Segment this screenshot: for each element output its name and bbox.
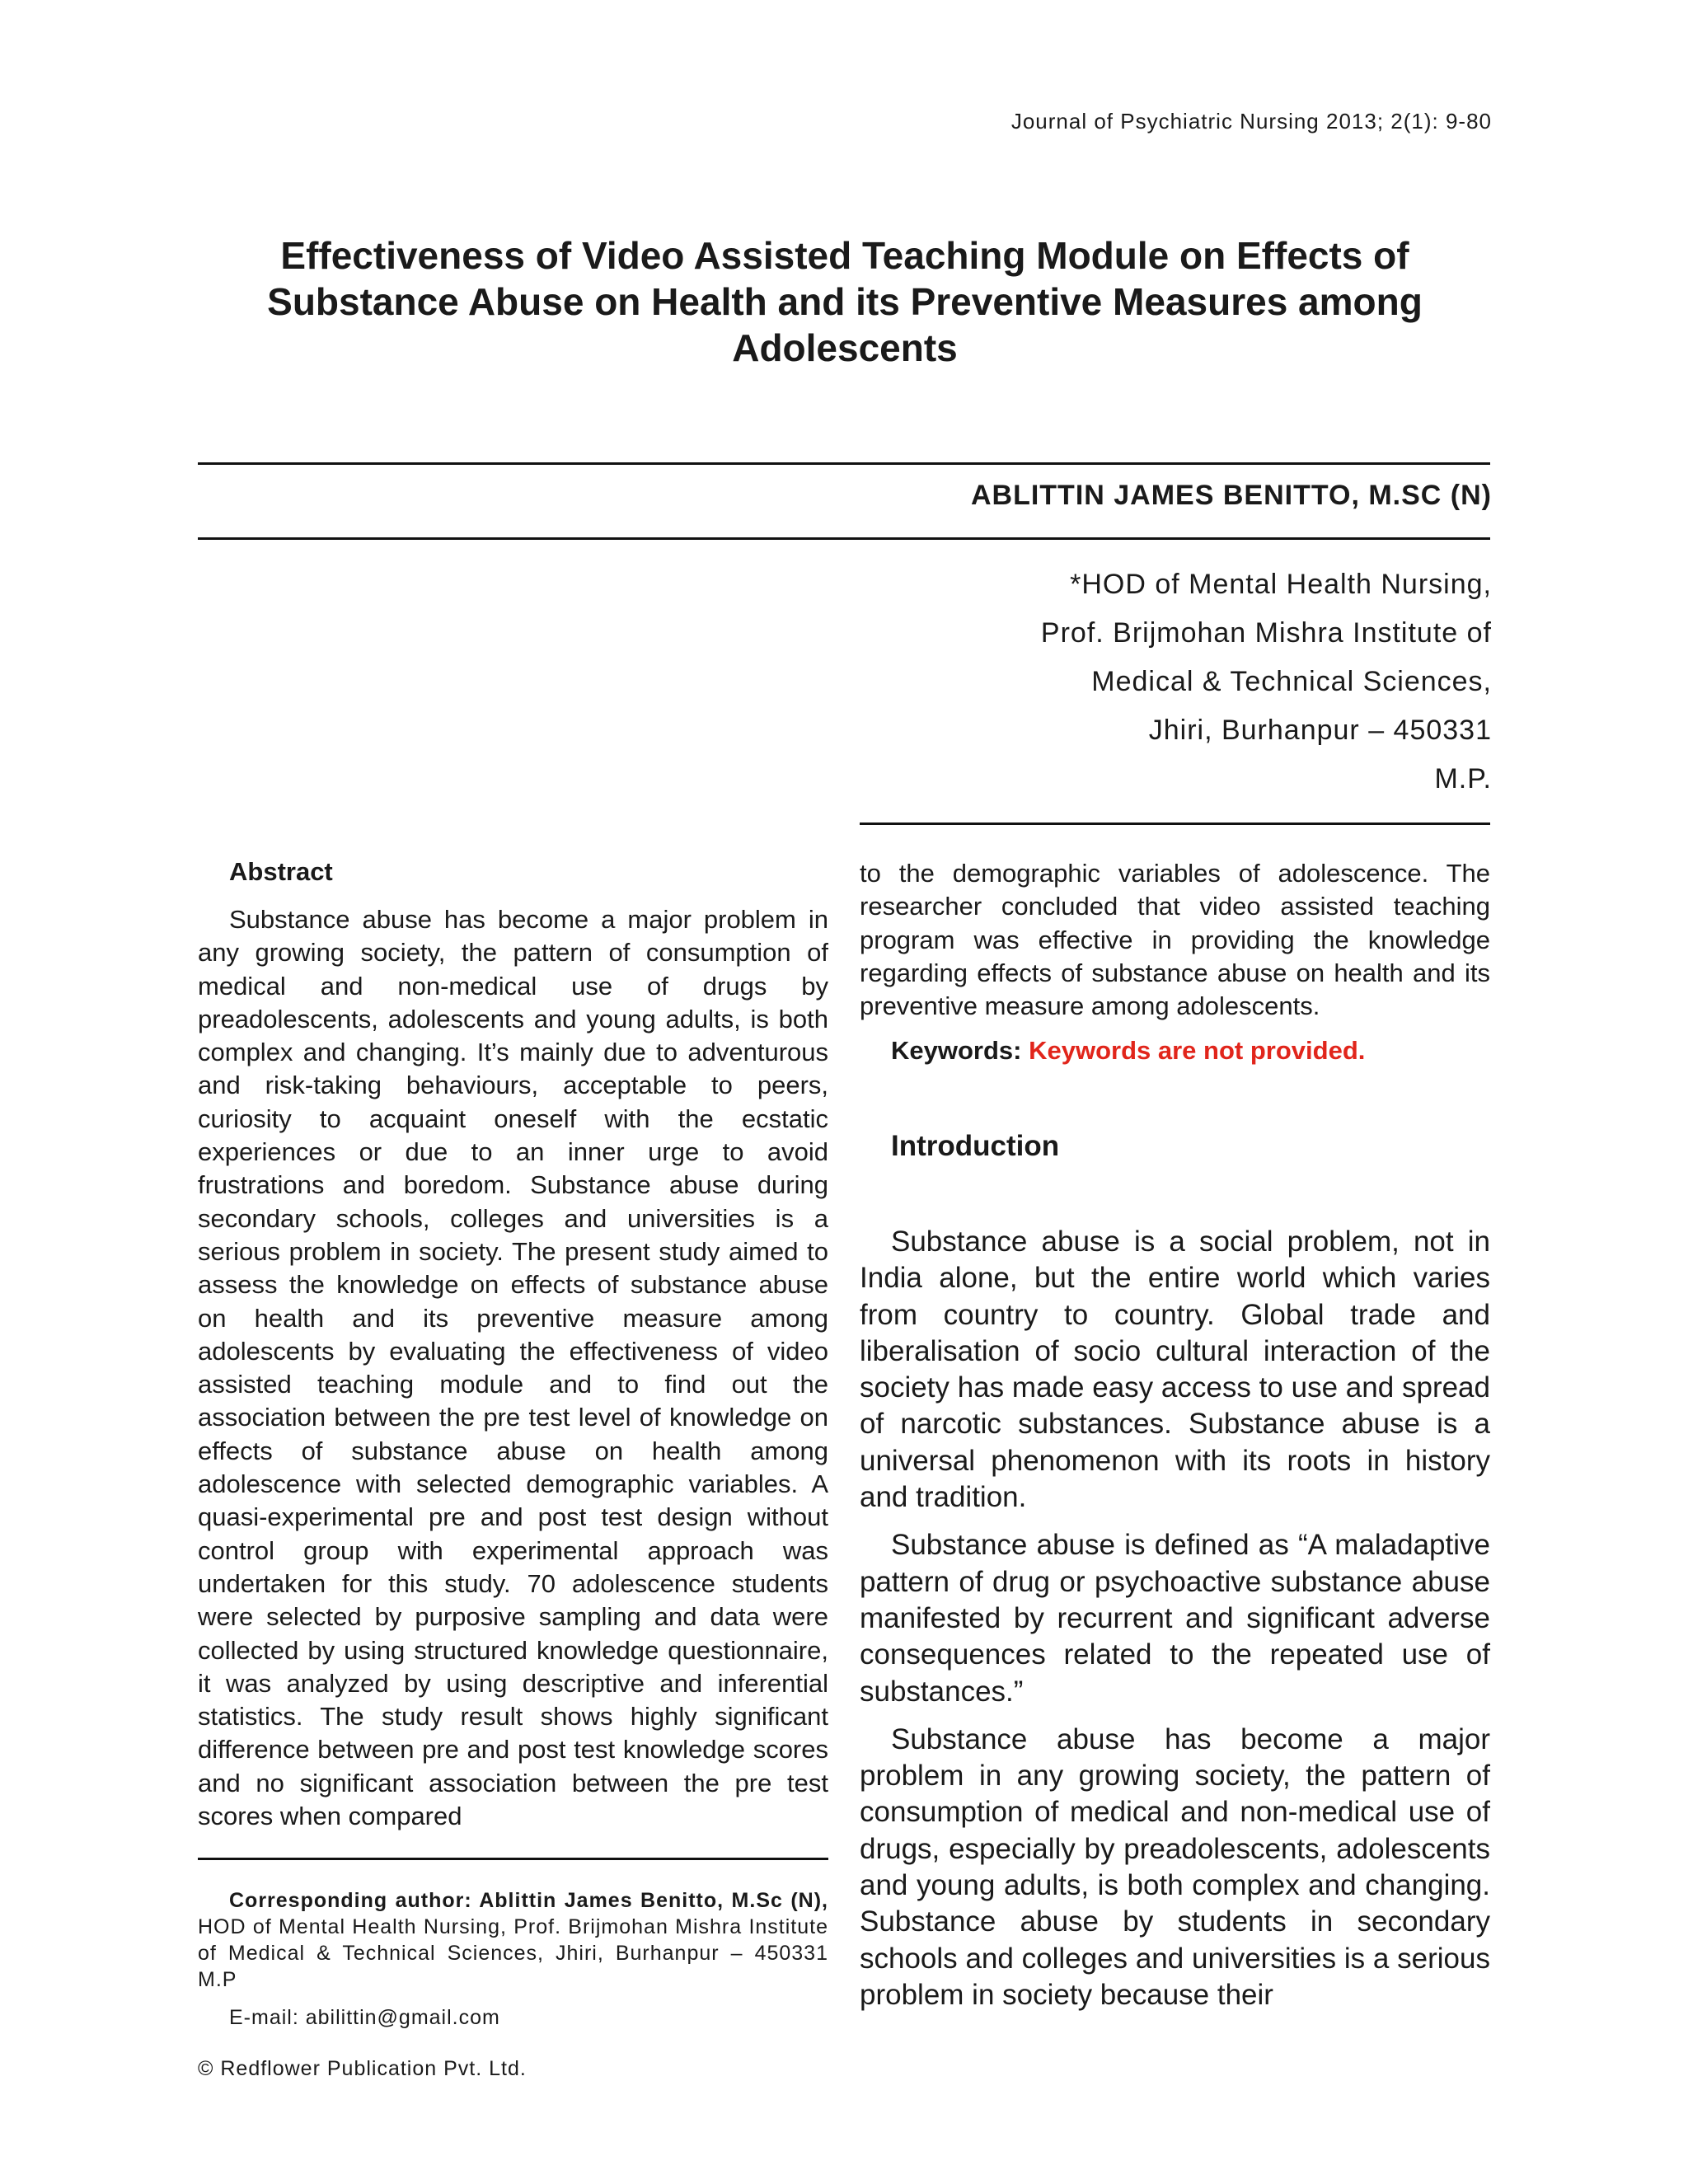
keywords-label: Keywords: xyxy=(891,1036,1022,1065)
divider-affiliation xyxy=(860,823,1490,825)
keywords-line xyxy=(891,1036,1365,1066)
divider-author xyxy=(198,537,1490,540)
introduction-heading: Introduction xyxy=(891,1130,1060,1162)
introduction-paragraph: Substance abuse has become a major problem in any growing society, the pattern of consumption of medical and non-medical use of drugs, especially by preadolescents, adolescents and young adults, is both complex and changing. Substance abuse by students in secondary schools and colleges and universities is a serious problem in society because their xyxy=(860,1722,1490,2011)
author-affiliation xyxy=(1041,560,1492,804)
affiliation-line: Prof. Brijmohan Mishra Institute of xyxy=(1040,617,1492,649)
affiliation-line: Jhiri, Burhanpur – 450331 xyxy=(1148,715,1492,746)
journal-citation: Journal of Psychiatric Nursing 2013; 2(1): 9-80 xyxy=(1010,109,1492,134)
author-name: ABLITTIN JAMES BENITTO, M.SC (N) xyxy=(970,480,1492,511)
affiliation-line: *HOD of Mental Health Nursing, xyxy=(1070,569,1492,600)
corresponding-author xyxy=(198,1887,828,1993)
copyright-notice: © Redflower Publication Pvt. Ltd. xyxy=(198,2057,527,2080)
divider-footnote xyxy=(198,1858,828,1860)
abstract-paragraph: Substance abuse has become a major problem in any growing society, the pattern of consumption of medical and non-medical use of drugs by preadolescents, adolescents and young adults, is both complex and changing. It’s mainly due to adventurous and risk-taking behaviours, acceptable to peers, curiosity to acquaint oneself with the ecstatic experiences or due to an inner urge to avoid frustrations and boredom. Substance abuse during secondary schools, colleges and universities is a serious problem in society. The present study aimed to assess the knowledge on effects of substance abuse on health and its preventive measure among adolescents by evaluating the effectiveness of video assisted teaching module and to find out the association between the pre test level of knowledge on effects of substance abuse on health among adolescence with selected demographic variables. A quasi-experimental pre and post test design without control group with experimental approach was undertaken for this study. 70 adolescence students were selected by purposive sampling and data were collected by using structured knowledge questionnaire, it was analyzed by using descriptive and inferential statistics. The study result shows highly significant difference between pre and post test knowledge scores and no significant association between the pre test scores when compared xyxy=(198,905,828,1831)
abstract-heading: Abstract xyxy=(229,857,333,886)
article-title: Effectiveness of Video Assisted Teaching Module on Effects of Substance Abuse on Health and its Preventive Measures among Adolescents xyxy=(267,234,1423,369)
introduction-body xyxy=(860,1224,1490,2025)
abstract-paragraph-continued: to the demographic variables of adolescence. The researcher concluded that video assisted teaching program was effective in providing the knowledge regarding effects of substance abuse on health and its preventive measure among adolescents. xyxy=(860,859,1490,1021)
affiliation-line: Medical & Technical Sciences, xyxy=(1091,666,1492,697)
abstract-body-right xyxy=(860,857,1490,1023)
corresponding-author-text xyxy=(198,1887,828,1993)
introduction-paragraph: Substance abuse is a social problem, not in India alone, but the entire world which varies from country to country. Global trade and liberalisation of socio cultural interaction of the society has made easy access to use and spread of narcotic substances. Substance abuse is a universal phenomenon with its roots in history and tradition. xyxy=(860,1226,1490,1514)
keywords-value: Keywords are not provided. xyxy=(1029,1036,1366,1065)
abstract-body-left xyxy=(198,903,828,1833)
corresponding-author-label: Corresponding author: Ablittin James Benitto, M.Sc (N), xyxy=(229,1889,828,1912)
introduction-paragraph: Substance abuse is defined as “A maladaptive pattern of drug or psychoactive substance abuse manifested by recurrent and significant adverse consequences related to the repeated use of substances.” xyxy=(860,1529,1490,1708)
corresponding-author-address: HOD of Mental Health Nursing, Prof. Brijmohan Mishra Institute of Medical & Technical Sciences, Jhiri, Burhanpur – 450331 M.P xyxy=(198,1915,828,1991)
divider-top xyxy=(198,462,1490,465)
email-address: E-mail: abilittin@gmail.com xyxy=(229,2006,500,2029)
affiliation-line: M.P. xyxy=(1434,763,1492,794)
